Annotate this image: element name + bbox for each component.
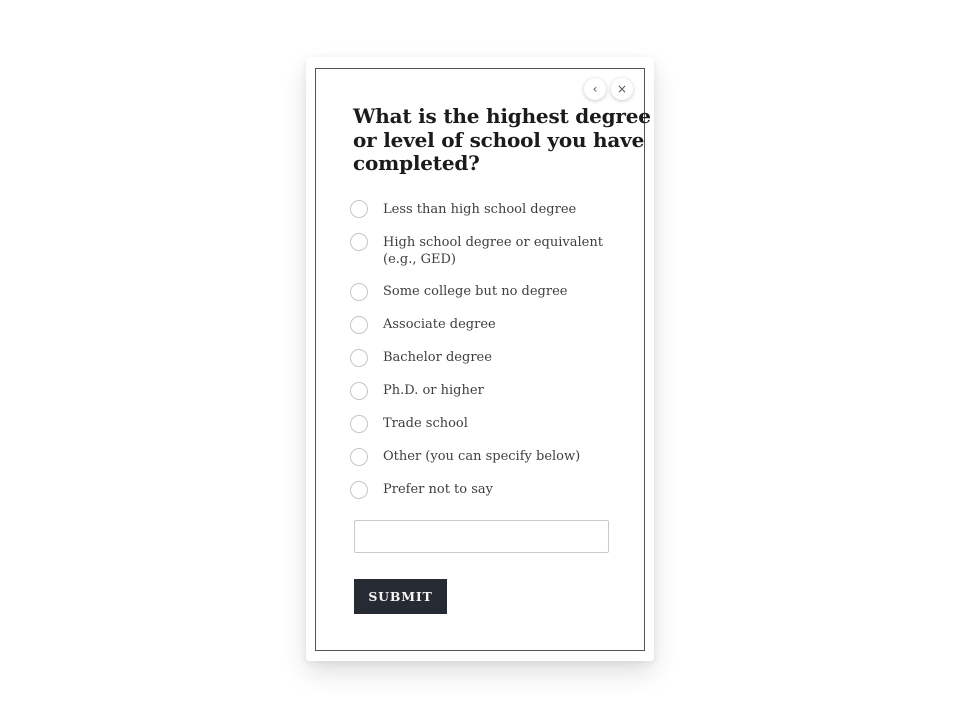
radio-circle-icon[interactable] <box>350 349 368 367</box>
close-button[interactable] <box>611 78 633 100</box>
radio-circle-icon[interactable] <box>350 233 368 251</box>
radio-option[interactable] <box>350 316 612 334</box>
radio-option[interactable] <box>350 200 612 218</box>
radio-circle-icon[interactable] <box>350 316 368 334</box>
survey-modal-card <box>306 57 654 661</box>
radio-circle-icon[interactable] <box>350 415 368 433</box>
close-icon: × <box>616 82 628 96</box>
option-label: Associate degree <box>383 317 496 332</box>
option-label: Prefer not to say <box>383 482 494 497</box>
radio-circle-icon[interactable] <box>350 481 368 499</box>
other-specify-input[interactable] <box>354 520 609 553</box>
radio-circle-icon[interactable] <box>350 448 368 466</box>
back-button[interactable] <box>584 78 606 100</box>
radio-option[interactable] <box>350 481 612 499</box>
radio-circle-icon[interactable] <box>350 283 368 301</box>
modal-nav-buttons <box>584 78 633 100</box>
submit-button[interactable]: SUBMIT <box>354 579 447 614</box>
radio-option[interactable] <box>350 448 612 466</box>
chevron-left-icon: ‹ <box>592 82 598 96</box>
option-label: Less than high school degree <box>383 201 577 217</box>
options-list <box>350 200 612 499</box>
radio-option[interactable] <box>350 415 612 433</box>
radio-circle-icon[interactable] <box>350 382 368 400</box>
option-label: Some college but no degree <box>383 284 568 299</box>
question-title <box>353 105 651 176</box>
option-label: High school degree or equivalent (e.g., GED) <box>383 234 603 267</box>
radio-option[interactable] <box>350 283 612 301</box>
question-title-line: completed? <box>353 151 480 175</box>
option-label: Bachelor degree <box>383 350 492 365</box>
option-label: Trade school <box>383 416 468 431</box>
option-label: Other (you can specify below) <box>383 449 581 464</box>
radio-option[interactable] <box>350 382 612 400</box>
question-title-line: What is the highest degree <box>353 104 651 128</box>
radio-option[interactable] <box>350 349 612 367</box>
radio-circle-icon[interactable] <box>350 200 368 218</box>
question-title-line: or level of school you have <box>353 127 645 152</box>
option-label: Ph.D. or higher <box>383 383 484 398</box>
survey-modal-frame <box>315 68 651 651</box>
radio-option[interactable] <box>350 233 612 268</box>
